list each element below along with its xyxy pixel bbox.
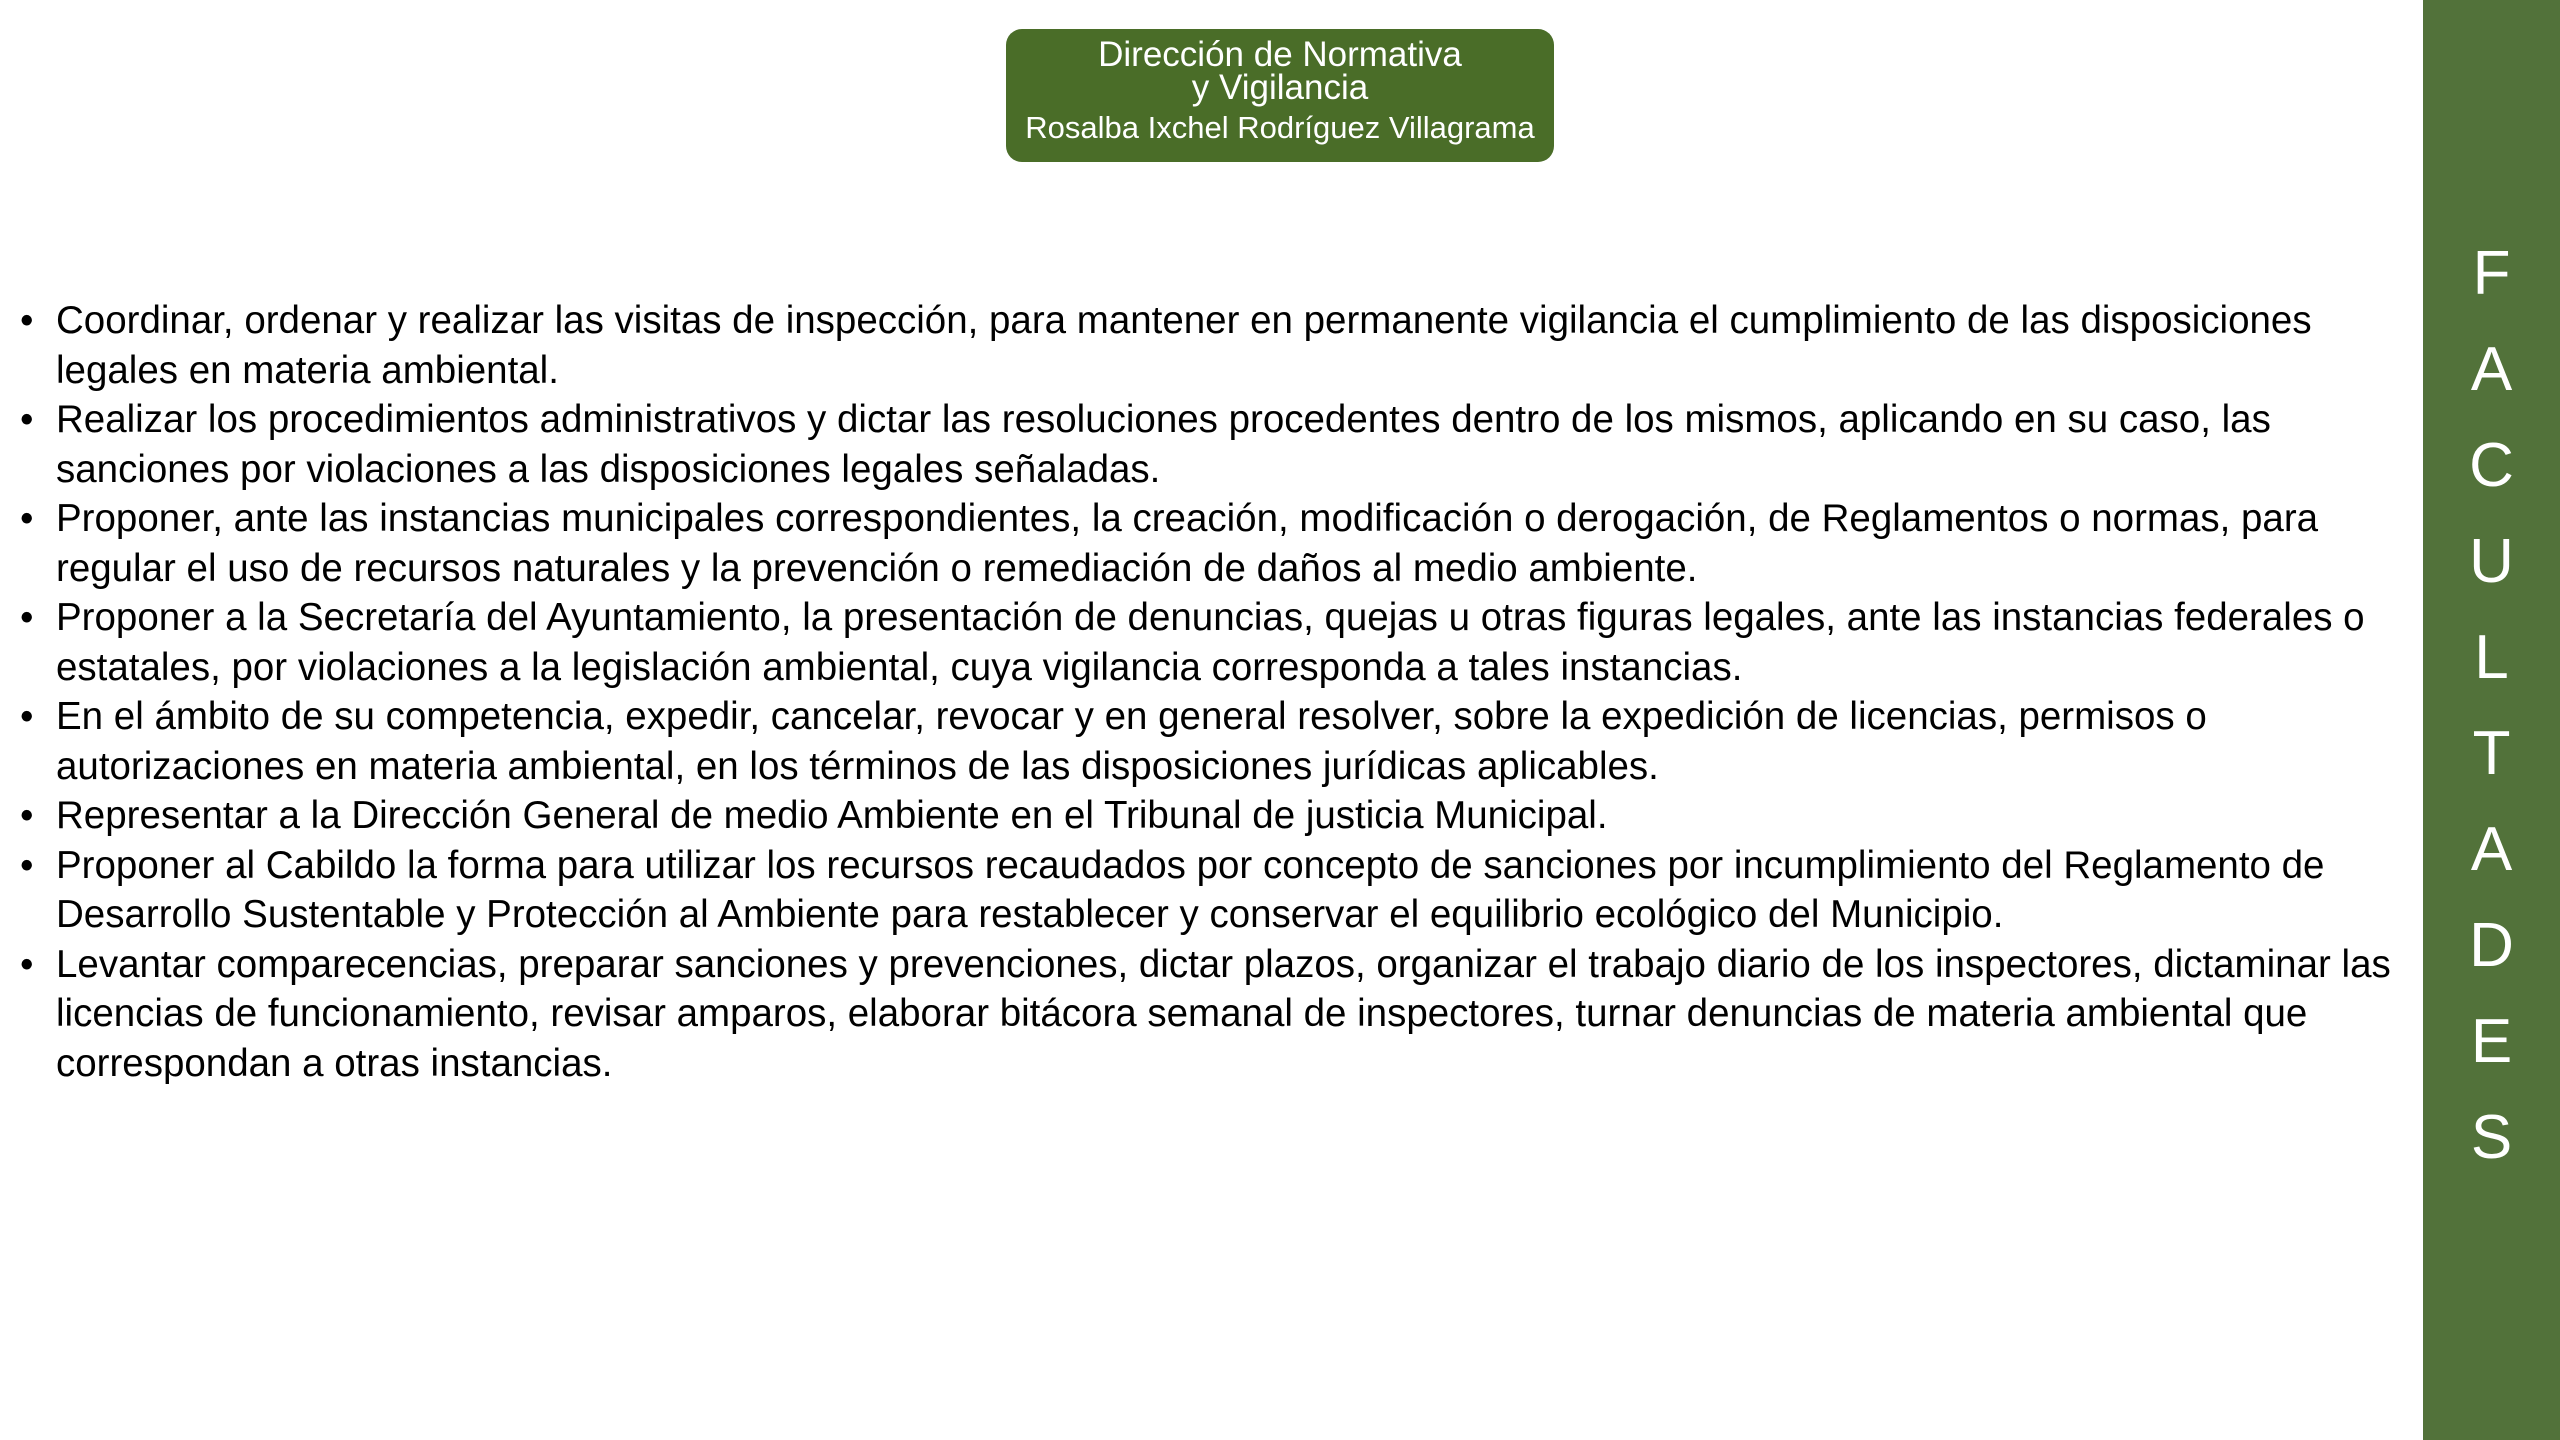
list-item-text: Representar a la Dirección General de medio Ambiente en el Tribunal de justicia Municipal. <box>56 794 1608 837</box>
header-title: Dirección de Normativa y Vigilancia <box>1098 35 1462 107</box>
list-item-text: Coordinar, ordenar y realizar las visitas de inspección, para mantener en permanente vigilancia el cumplimiento de las disposiciones legales en materia ambiental. <box>56 299 2312 392</box>
sidebar-letter: E <box>2470 1007 2513 1076</box>
header-box <box>1006 29 1554 162</box>
bullet-icon: • <box>20 497 34 540</box>
list-item-text: Levantar comparecencias, preparar sanciones y prevenciones, dictar plazos, organizar el trabajo diario de los inspectores, dictaminar las licencias de funcionamiento, revisar amparos, elaborar bitácora semanal de inspectores, turnar denuncias de materia ambiental que correspondan a otras instancias. <box>56 942 2391 1085</box>
sidebar-letter: T <box>2472 719 2511 788</box>
facultades-sidebar <box>2423 0 2560 1440</box>
bullet-icon: • <box>20 596 34 639</box>
list-item-text: Proponer, ante las instancias municipales correspondientes, la creación, modificación o derogación, de Reglamentos o normas, para regular el uso de recursos naturales y la prevención o remediación de daños al medio ambiente. <box>56 497 2319 590</box>
header-subtitle: Rosalba Ixchel Rodríguez Villagrama <box>1025 110 1535 145</box>
list-item <box>20 940 2406 1089</box>
sidebar-letter: A <box>2470 335 2513 404</box>
content-area <box>20 296 2406 1088</box>
list-item-text: Proponer al Cabildo la forma para utilizar los recursos recaudados por concepto de sanciones por incumplimiento del Reglamento de Desarrollo Sustentable y Protección al Ambiente para restablecer y conservar el equilibrio ecológico del Municipio. <box>56 843 2325 936</box>
sidebar-letter: D <box>2469 911 2514 980</box>
sidebar-letter: L <box>2474 623 2509 692</box>
bullet-icon: • <box>20 299 34 342</box>
sidebar-letter: U <box>2469 527 2514 596</box>
sidebar-vertical-title <box>2423 226 2560 1186</box>
bullet-icon: • <box>20 843 34 887</box>
list-item <box>20 692 2406 791</box>
list-item-text: Realizar los procedimientos administrativos y dictar las resoluciones procedentes dentro de los mismos, aplicando en su caso, las sanciones por violaciones a las disposiciones legales señaladas. <box>56 398 2271 491</box>
list-item <box>20 593 2406 692</box>
list-item <box>20 841 2406 940</box>
list-item <box>20 494 2406 593</box>
sidebar-letter: S <box>2470 1103 2513 1172</box>
bullet-icon: • <box>20 398 34 441</box>
faculties-list <box>20 296 2406 1088</box>
bullet-icon: • <box>20 942 34 986</box>
sidebar-letter: F <box>2472 239 2511 308</box>
bullet-icon: • <box>20 695 34 738</box>
list-item <box>20 395 2406 494</box>
list-item <box>20 791 2406 841</box>
list-item <box>20 296 2406 395</box>
sidebar-letter: A <box>2470 815 2513 884</box>
sidebar-letter: C <box>2469 431 2514 500</box>
list-item-text: En el ámbito de su competencia, expedir, cancelar, revocar y en general resolver, sobre la expedición de licencias, permisos o autorizaciones en materia ambiental, en los términos de las disposiciones jurídicas aplicables. <box>56 695 2207 788</box>
list-item-text: Proponer a la Secretaría del Ayuntamiento, la presentación de denuncias, quejas u otras figuras legales, ante las instancias federales o estatales, por violaciones a la legislación ambiental, cuya vigilancia corresponda a tales instancias. <box>56 596 2365 689</box>
bullet-icon: • <box>20 794 34 837</box>
